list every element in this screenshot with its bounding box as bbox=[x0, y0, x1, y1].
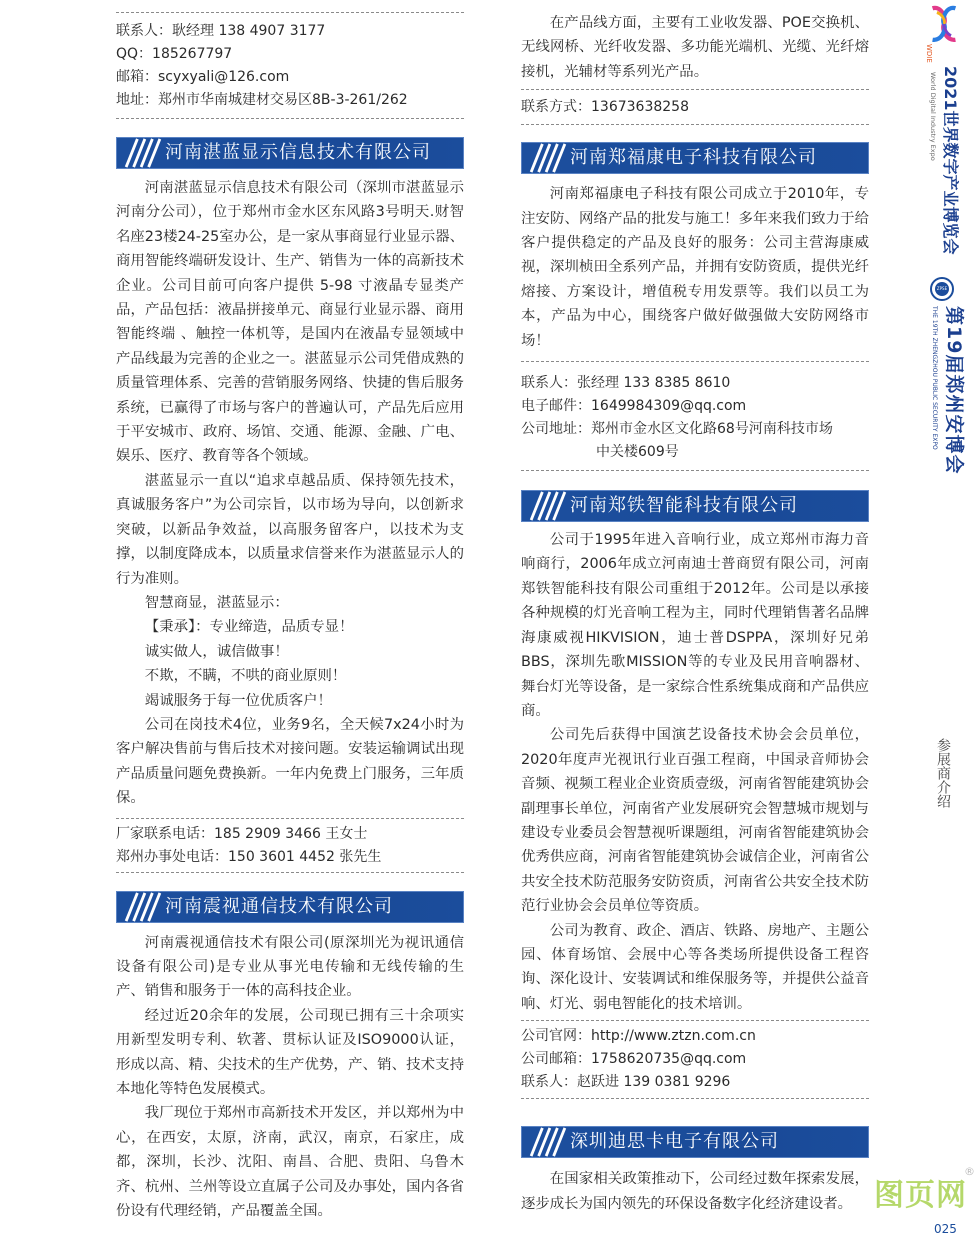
contact-line: 公司邮箱：1758620735@qq.com bbox=[521, 1051, 747, 1068]
contact-block bbox=[116, 13, 464, 118]
contact-line: 联系方式：13673638258 bbox=[521, 99, 689, 116]
zpse-logo-icon bbox=[930, 277, 954, 301]
paragraph: 我厂现位于郑州市高新技术开发区，并以郑州为中心，在西安，太原，济南，武汉，南京，石家庄，成都，深圳，长沙、沈阳、南昌、合肥、贵阳、乌鲁木齐、杭州、兰州等设立直属子公司及办事处，国内各省份设有代理经销，产品覆盖全国。 bbox=[116, 1105, 464, 1220]
expo2-title: 第19届郑州安博会 bbox=[943, 306, 965, 475]
company-header bbox=[116, 891, 464, 923]
contact-line: 电子邮件：1649984309@qq.com bbox=[521, 398, 747, 415]
contact-line: 邮箱：scyxyali@126.com bbox=[116, 69, 290, 85]
company-header bbox=[521, 490, 869, 522]
divider bbox=[521, 1098, 869, 1099]
contact-line: 联系人：张经理 133 8385 8610 bbox=[521, 375, 731, 392]
company-title: 河南湛蓝显示信息技术有限公司 bbox=[165, 142, 431, 163]
company-header bbox=[116, 137, 464, 169]
expo1-title: 2021世界数字产业博览会 bbox=[941, 66, 960, 255]
contact-line: 公司地址：郑州市金水区文化路68号河南科技市场 bbox=[521, 421, 833, 438]
expo1-subtitle: World Digital Industry Expo bbox=[929, 72, 937, 161]
contact-line: 中关楼609号 bbox=[596, 444, 679, 461]
company-header bbox=[521, 142, 869, 174]
contact-line: 联系人：耿经理 138 4907 3177 bbox=[116, 23, 326, 39]
paragraph: 河南震视通信技术有限公司(原深圳光为视讯通信设备有限公司)是专业从事光电传输和无线传输的生产、销售和服务于一体的高科技企业。 bbox=[116, 934, 464, 1000]
left-column bbox=[116, 12, 464, 1223]
company-section bbox=[116, 137, 464, 873]
paragraph: 【秉承】：专业缔造，品质专显！ bbox=[144, 619, 354, 636]
right-column bbox=[521, 11, 869, 1216]
paragraph: 智慧商显，湛蓝显示： bbox=[144, 594, 289, 611]
paragraph: 公司为教育、政企、酒店、铁路、房地产、主题公园、体育场馆、会展中心等各类场所提供设备工程咨询、深化设计、安装调试和维保服务等，并提供公益音响、灯光、弱电智能化的技术培训。 bbox=[521, 922, 869, 1012]
expo2-subtitle: THE 19TH ZHENGZHOU PUBLIC SECURITY EXPO bbox=[931, 306, 938, 450]
company-header bbox=[521, 1126, 869, 1158]
company-section bbox=[521, 1126, 869, 1216]
paragraph: 在产品线方面，主要有工业收发器、POE交换机、无线网桥、光纤收发器、多功能光端机、光缆、光纤熔接机，光辅材等系列光产品。 bbox=[521, 15, 869, 80]
contact-block bbox=[521, 1020, 869, 1099]
contact-line: QQ：185267797 bbox=[116, 46, 233, 62]
slashes-icon bbox=[528, 143, 568, 173]
wdie-logo bbox=[920, 4, 968, 44]
page-number: 025 bbox=[934, 1222, 957, 1236]
contact-line: 郑州办事处电话：150 3601 4452 张先生 bbox=[116, 848, 382, 865]
paragraph: 不欺，不瞒，不哄的商业原则！ bbox=[144, 668, 347, 685]
paragraph: 公司先后获得中国演艺设备技术协会会员单位，2020年度声光视讯行业百强工程商，中国录音师协会音频、视频工程业企业资质壹级，河南省智能建筑协会副理事长单位，河南省产业发展研究会智慧城市规划与建设专业委员会智慧视听课题组，河南省智能建筑协会优秀供应商，河南省智能建筑协会诚信企业，河南省公共安全技术防范服务安防资质，河南省公共安全技术防范行业协会会员单位等资质。 bbox=[521, 727, 869, 915]
contact-line: 联系人：赵跃进 139 0381 9296 bbox=[521, 1074, 731, 1091]
wdie-logo-text: WDIE bbox=[925, 44, 933, 63]
company-title: 河南震视通信技术有限公司 bbox=[165, 895, 393, 917]
watermark: 图页网 bbox=[874, 1178, 967, 1213]
divider bbox=[116, 118, 464, 119]
registered-mark: ® bbox=[964, 1165, 975, 1178]
divider bbox=[116, 872, 464, 873]
slashes-icon bbox=[123, 138, 163, 168]
company-section bbox=[521, 490, 869, 1099]
wdie-logo-icon bbox=[920, 4, 968, 44]
paragraph: 诚实做人，诚信做事！ bbox=[144, 643, 289, 660]
paragraph: 公司在岗技术4位，业务9名，全天候7x24小时为客户解决售前与售后技术对接问题。安装运输调试出现产品质量问题免费换新。一年内免费上门服务，三年质保。 bbox=[116, 716, 464, 807]
slashes-icon bbox=[123, 892, 163, 922]
paragraph: 湛蓝显示一直以“追求卓越品质、保持领先技术，真诚服务客户”为公司宗旨，以市场为导向，以创新求突破，以新品争效益，以高服务留客户，以技术为支撑，以制度降成本，以质量求信誉来作为湛蓝显示人的行为准则。 bbox=[116, 472, 464, 587]
company-title: 河南郑福康电子科技有限公司 bbox=[570, 147, 817, 169]
company-section bbox=[116, 891, 464, 1224]
company-title: 深圳迪思卡电子有限公司 bbox=[570, 1131, 779, 1153]
contact-block bbox=[116, 818, 464, 873]
company-title: 河南郑铁智能科技有限公司 bbox=[570, 495, 798, 517]
paragraph: 竭诚服务于每一位优质客户！ bbox=[144, 692, 332, 709]
slashes-icon bbox=[528, 491, 568, 521]
paragraph: 经过近20余年的发展，公司现已拥有三十余项实用新型发明专利、软著、贯标认证及ISO9000认证，形成以高、精、尖技术的生产优势，产、销、技术支持本地化等特色发展模式。 bbox=[116, 1007, 464, 1097]
company-section bbox=[521, 142, 869, 471]
divider bbox=[521, 124, 869, 125]
slashes-icon bbox=[528, 1127, 568, 1157]
paragraph: 河南郑福康电子科技有限公司成立于2010年，专注安防、网络产品的批发与施工！多年来我们致力于给客户提供稳定的产品及良好的服务：公司主营海康威视，深圳桢田全系列产品，并拥有安防资质，提供光纤熔接、方案设计，增值税专用发票等。我们以员工为本，产品为中心，围绕客户做好做强做大安防网络市场！ bbox=[521, 186, 869, 349]
paragraph: 在国家相关政策推动下，公司经过数年探索发展，逐步成长为国内领先的环保设备数字化经济建设者。 bbox=[521, 1171, 869, 1212]
section-label: 参展商介绍 bbox=[935, 738, 951, 808]
website-link[interactable]: 公司官网：http://www.ztzn.com.cn bbox=[521, 1028, 756, 1045]
paragraph: 公司于1995年进入音响行业，成立郑州市海力音响商行，2006年成立河南迪士普商贸有限公司，河南郑铁智能科技有限公司重组于2012年。公司是以承接各种规模的灯光音响工程为主，同时代理销售著名品牌海康威视HIKVISION，迪士普DSPPA，深圳好兄弟BBS，深圳先歌MISSION等的专业及民用音响器材、舞台灯光等设备，是一家综合性系统集成商和产品供应商。 bbox=[521, 532, 869, 719]
contact-line: 地址：郑州市华南城建材交易区8B-3-261/262 bbox=[116, 92, 408, 108]
contact-line: 厂家联系电话：185 2909 3466 王女士 bbox=[116, 825, 368, 842]
zpse-logo-text: ZPSE bbox=[935, 282, 949, 296]
paragraph: 河南湛蓝显示信息技术有限公司（深圳市湛蓝显示河南分公司），位于郑州市金水区东风路3号明天.财智名座23楼24-25室办公，是一家从事商显行业显示器、商用智能终端研发设计、生产、销售为一体的高新技术企业。公司目前可向客户提供 5-98 寸液晶专显类产品，产品包括：液晶拼接单元、商显行业显示器、商用智能终端 、触控一体机等，是国内在液晶专显领域中产品线最为完善的企业之一。湛蓝显示公司凭借成熟的质量管理体系、完善的营销服务网络、快捷的售后服务系统，已赢得了市场与客户的普遍认可，产品先后应用于平安城市、政府、场馆、交通、能源、金融、广电、娱乐、医疗、教育等各个领域。 bbox=[116, 180, 464, 465]
divider bbox=[521, 470, 869, 471]
